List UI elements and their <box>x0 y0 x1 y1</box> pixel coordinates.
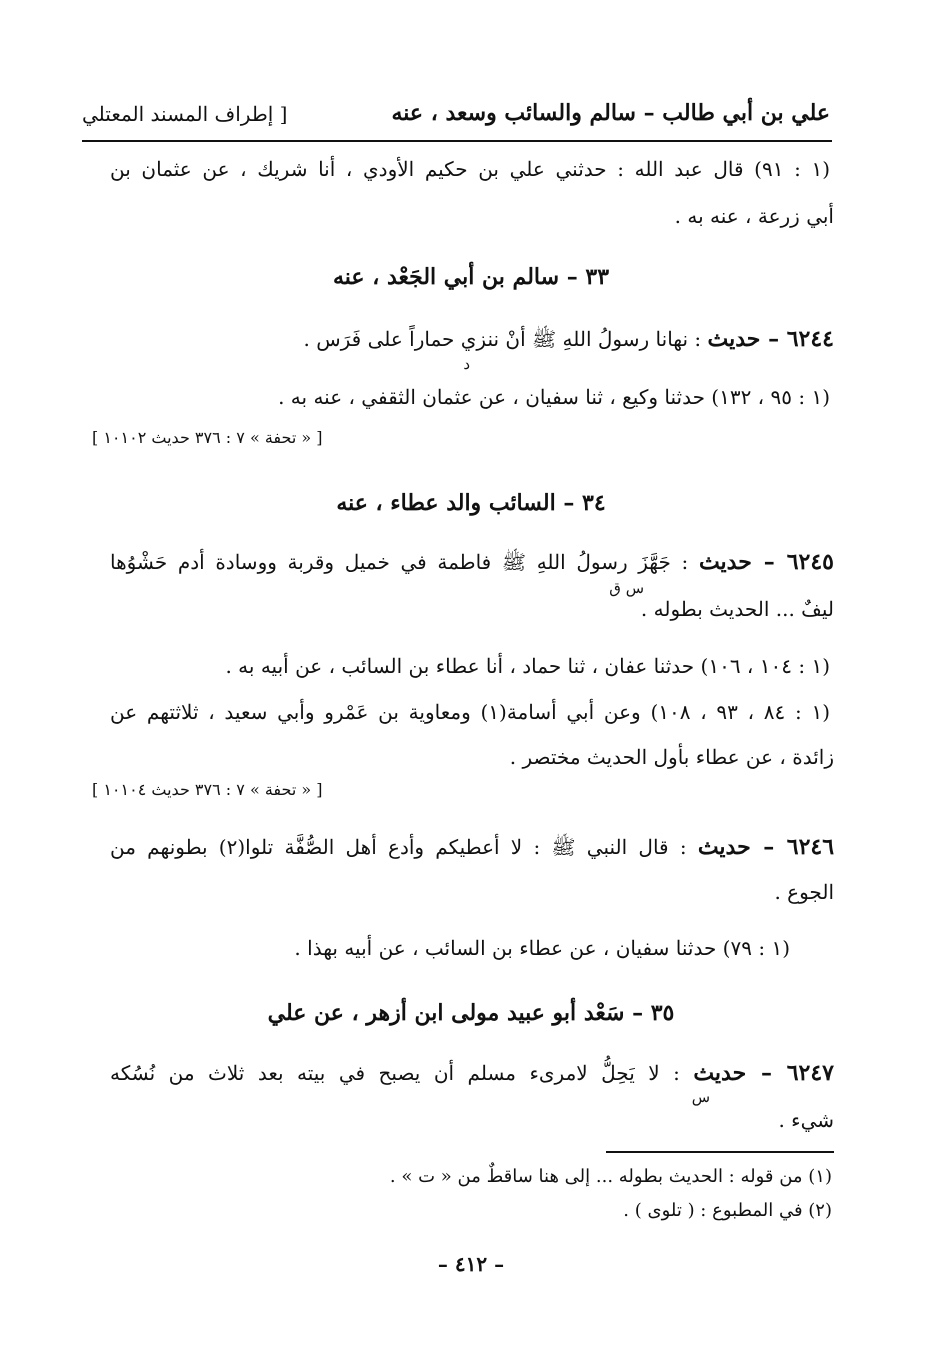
isnad-line-1: (١ : ٩١) قال عبد الله : حدثني علي بن حكيم الأودي ، أنا شريك ، عن عثمان بن <box>110 157 831 181</box>
running-title: علي بن أبي طالب – سالم والسائب وسعد ، عنه <box>391 100 830 126</box>
tuhfa-reference: [ « تحفة » ٧ : ٣٧٦ حديث ١٠١٠٢ ] <box>92 428 323 447</box>
hadith-text: : لا يَحِلُّ لامرىء مسلم أن يصبح في بيته بعد ثلاث من نُسُكه <box>110 1061 680 1085</box>
section-heading-35: ٣٥ – سَعْد أبو عبيد مولى ابن أزهر ، عن علي <box>267 1000 675 1026</box>
section-heading-34: ٣٤ – السائب والد عطاء ، عنه <box>336 490 606 516</box>
isnad-chain: (١ : ٧٩) حدثنا سفيان ، عن عطاء بن السائب ، عن أبيه بهذا . <box>294 936 790 960</box>
tuhfa-reference: [ « تحفة » ٧ : ٣٧٦ حديث ١٠١٠٤ ] <box>92 780 323 799</box>
hadith-6246-line-2: الجوع . <box>774 880 834 904</box>
hadith-6247-line-1 <box>110 1060 834 1086</box>
hadith-number: ٦٢٤٥ – حديث <box>698 549 834 575</box>
hadith-text: : نهانا رسولُ اللهِ ﷺ أنْ ننزي حماراً على فَرَس . <box>303 327 702 351</box>
hadith-6246-line-1 <box>110 834 834 864</box>
hadith-6245-line-2: ليفٌ ... الحديث بطوله . <box>640 597 834 621</box>
section-heading-33: ٣٣ – سالم بن أبي الجَعْد ، عنه <box>332 264 610 290</box>
footnote-1: (١) من قوله : الحديث بطوله ... إلى هنا ساقطٌ من « ت » . <box>389 1166 832 1187</box>
isnad-chain: (١ : ٩٥ ، ١٣٢) حدثنا وكيع ، ثنا سفيان ، عن عثمان الثقفي ، عنه به . <box>278 385 830 409</box>
isnad-chain-1: (١ : ١٠٤ ، ١٠٦) حدثنا عفان ، ثنا حماد ، أنا عطاء بن السائب ، عن أبيه به . <box>225 654 830 678</box>
footnote-divider <box>606 1151 834 1153</box>
sigla-marker: د <box>463 355 470 373</box>
isnad-chain-2-line-2: زائدة ، عن عطاء بأول الحديث مختصر . <box>509 745 834 769</box>
book-title: [ إطراف المسند المعتلي <box>82 102 288 126</box>
isnad-chain-2-line-1: (١ : ٨٤ ، ٩٣ ، ١٠٨) وعن أبي أسامة(١) ومعاوية بن عَمْرو وأبي سعيد ، ثلاثتهم عن <box>110 700 831 724</box>
hadith-text: : جَهَّزَ رسولُ اللهِ ﷺ فاطمة في خميل وقربة ووسادة أدم حَشْوُها <box>110 550 689 574</box>
sigla-marker: س <box>691 1088 710 1106</box>
hadith-6247-line-2: شيء . <box>778 1108 834 1132</box>
hadith-number: ٦٢٤٧ – حديث <box>693 1060 834 1086</box>
hadith-6244 <box>304 326 834 356</box>
hadith-6245-line-1 <box>110 549 834 579</box>
page-number: – ٤١٢ – <box>437 1252 505 1276</box>
hadith-text: : قال النبي ﷺ : لا أعطيكم وأدع أهل الصُّفَّة تلوا(٢) بطونهم من <box>110 835 687 859</box>
sigla-marker: س ق <box>609 579 644 597</box>
hadith-number: ٦٢٤٦ – حديث <box>697 834 835 860</box>
footnote-2: (٢) في المطبوع : ( تلوى ) . <box>623 1200 832 1221</box>
isnad-line-2: أبي زرعة ، عنه به . <box>674 204 834 228</box>
header-divider <box>82 140 832 142</box>
hadith-number: ٦٢٤٤ – حديث <box>707 326 834 352</box>
